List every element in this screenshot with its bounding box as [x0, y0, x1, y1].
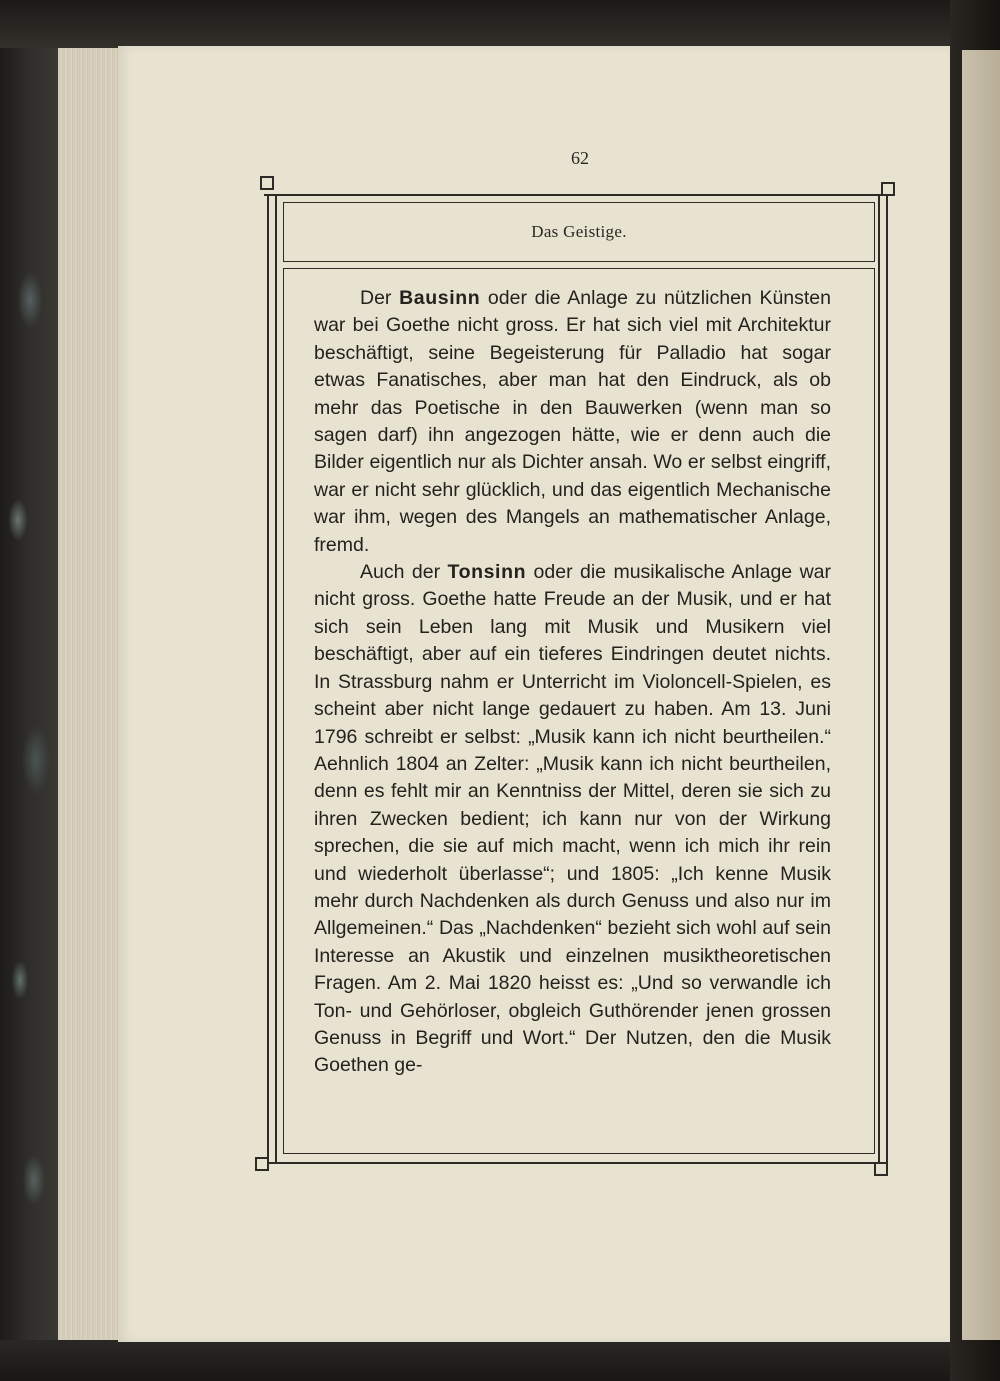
- frame-line-right-outer: [886, 194, 888, 1162]
- paragraph-bausinn: [314, 285, 831, 559]
- paragraph-text: Auch der: [360, 561, 448, 584]
- frame-line-left-outer: [267, 194, 269, 1162]
- emphasized-term: Bausinn: [399, 287, 481, 309]
- frame-corner-bottom-left: [255, 1157, 269, 1171]
- paragraph-text: Der: [360, 287, 400, 309]
- paragraph-tonsinn: [314, 559, 831, 1080]
- book-edge-bottom: [0, 1340, 1000, 1381]
- frame-line-right-inner: [878, 194, 880, 1162]
- emphasized-term: Tonsinn: [447, 561, 527, 584]
- facing-page-edge: [962, 50, 1000, 1340]
- frame-corner-top-right: [881, 182, 895, 196]
- frame-corner-bottom-right: [874, 1162, 888, 1176]
- running-header-box: [283, 202, 875, 262]
- marbled-cover-left: [0, 0, 60, 1381]
- paragraph-text: oder die musikalische Anlage war nicht gross. Goethe hatte Freude an der Musik, und er hat sich sein Leben lang mit Musik und Musikern viel beschäftigt, aber auf ein tieferes Eindringen deutet nichts. In Strassburg nahm er Unterricht im Violoncell-Spielen, es scheint aber nicht lange gedauert zu haben. Am 13. Juni 1796 schreibt er selbst: „Musik kann ich nicht beurtheilen.“ Aehnlich 1804 an Zelter: „Musik kann ich nicht beurtheilen, denn es fehlt mir an Kenntniss der Mittel, deren sie sich zu ihren Zwecken bedient; ich kann nur von der Wirkung sprechen, die sie auf mich macht, wenn ich mich ihr rein und wiederholt überlasse“; und 1805: „Ich kenne Musik mehr durch Nachdenken als durch Genuss und also nur im Allgemeinen.“ Das „Nachdenken“ bezieht sich wohl auf sein Interesse an Akustik und einzelnen musiktheoretischen Fragen. Am 2. Mai 1820 heisst es: „Und so verwandle ich Ton- und Gehörloser, obgleich Guthörender jenen grossen Genuss in Begriff und Wort.“ Der Nutzen, den die Musik Goethen ge-: [314, 561, 832, 1077]
- page-number: 62: [571, 148, 589, 168]
- frame-line-left-inner: [275, 194, 277, 1162]
- page-stack-edge: [58, 48, 120, 1340]
- body-text: [314, 285, 831, 1080]
- book-edge-top: [0, 0, 1000, 48]
- running-header-title: Das Geistige.: [531, 222, 627, 241]
- paragraph-text: oder die Anlage zu nützlichen Künsten war bei Goethe nicht gross. Er hat sich viel mit Architektur beschäftigt, seine Begeisterung für Palladio hat sogar etwas Fanatisches, aber man hat den Eindruck, als ob mehr das Poetische in den Bauwerken (wenn man so sagen darf) ihn angezogen hätte, wie er denn auch die Bilder eigentlich nur als Dichter ansah. Wo er selbst eingriff, war er nicht sehr glücklich, und das eigentlich Mechanische war ihm, wegen des Mangels an mathematischer Anlage, fremd.: [314, 287, 831, 556]
- frame-corner-top-left: [260, 176, 274, 190]
